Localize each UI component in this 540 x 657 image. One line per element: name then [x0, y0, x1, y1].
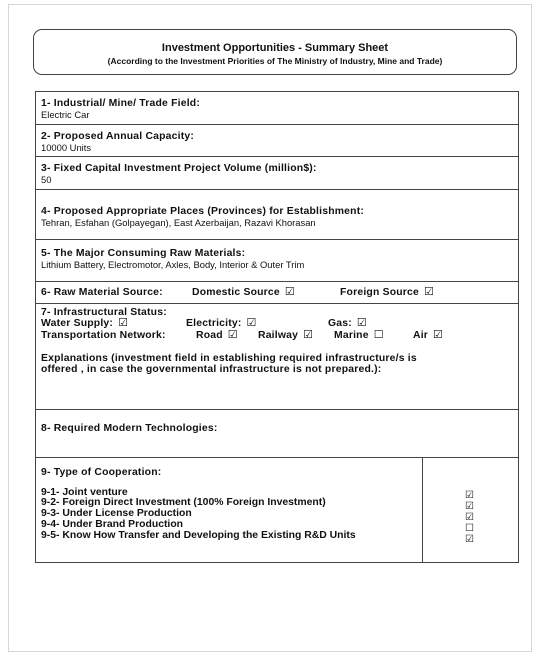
marine-checkbox[interactable]: ☐: [373, 329, 384, 341]
cooperation-item: 9-3- Under License Production: [41, 508, 192, 520]
field-capacity: [36, 125, 518, 157]
field-capital: [36, 157, 518, 190]
domestic-source-label: Domestic Source: [192, 287, 280, 298]
joint-venture-checkbox[interactable]: ☑: [465, 490, 474, 501]
field-label: 9- Type of Cooperation:: [41, 467, 162, 478]
document-page: [8, 4, 532, 652]
field-raw-materials: [36, 240, 518, 282]
cooperation-options: [36, 458, 423, 562]
explanation-line-2: offered , in case the governmental infrastructure is not prepared.):: [41, 364, 382, 375]
summary-form: [35, 91, 519, 563]
electricity-checkbox[interactable]: ☑: [246, 317, 257, 329]
air-label: Air: [413, 330, 429, 341]
railway-label: Railway: [258, 330, 299, 341]
road-checkbox[interactable]: ☑: [227, 329, 238, 341]
domestic-source: [192, 287, 295, 299]
page-title: Investment Opportunities - Summary Sheet: [161, 42, 389, 54]
foreign-source: [340, 287, 434, 299]
cooperation-item: 9-4- Under Brand Production: [41, 519, 184, 531]
air-checkbox[interactable]: ☑: [433, 329, 444, 341]
field-label: 5- The Major Consuming Raw Materials:: [41, 248, 246, 259]
page-subtitle: (According to the Investment Priorities of The Ministry of Industry, Mine and Trade): [107, 56, 443, 66]
water-supply-label: Water Supply:: [41, 318, 114, 329]
fdi-checkbox[interactable]: ☑: [465, 501, 474, 512]
field-value: Tehran, Esfahan (Golpayegan), East Azerbaijan, Razavi Khorasan: [41, 216, 316, 228]
marine-label: Marine: [334, 330, 369, 341]
cooperation-item: 9-2- Foreign Direct Investment (100% Foreign Investment): [41, 497, 326, 509]
electricity-label: Electricity:: [186, 318, 242, 329]
road: [196, 330, 238, 342]
water-supply: [41, 318, 128, 330]
water-supply-checkbox[interactable]: ☑: [118, 317, 129, 329]
field-places: [36, 190, 518, 240]
field-industrial: [36, 92, 518, 125]
license-production-checkbox[interactable]: ☑: [465, 512, 474, 523]
cooperation-checkboxes: [423, 458, 518, 562]
explanation-line-1: Explanations (investment field in establishing required infrastructure/s is: [41, 353, 417, 364]
domestic-source-checkbox[interactable]: ☑: [284, 286, 295, 298]
gas-checkbox[interactable]: ☑: [356, 317, 367, 329]
electricity: [186, 318, 257, 330]
header-box: [33, 29, 517, 75]
cooperation-item: 9-1- Joint venture: [41, 486, 128, 498]
field-value: 50: [41, 173, 52, 185]
field-infrastructure: [36, 304, 518, 410]
brand-production-checkbox[interactable]: ☐: [465, 523, 474, 534]
field-label: 2- Proposed Annual Capacity:: [41, 131, 195, 142]
gas: [328, 318, 367, 330]
field-label: 6- Raw Material Source:: [41, 287, 163, 298]
transport-label: Transportation Network:: [41, 330, 166, 341]
field-value: Electric Car: [41, 108, 90, 120]
railway-checkbox[interactable]: ☑: [303, 329, 314, 341]
field-label: 7- Infrastructural Status:: [41, 307, 167, 318]
road-label: Road: [196, 330, 223, 341]
field-value: Lithium Battery, Electromotor, Axles, Body, Interior & Outer Trim: [41, 258, 305, 270]
field-label: 3- Fixed Capital Investment Project Volume (million$):: [41, 163, 317, 174]
field-label: 4- Proposed Appropriate Places (Provinces) for Establishment:: [41, 206, 365, 217]
railway: [258, 330, 313, 342]
foreign-source-label: Foreign Source: [340, 287, 420, 298]
field-cooperation: [36, 458, 518, 562]
field-technologies: [36, 410, 518, 458]
marine: [334, 330, 384, 342]
field-label: 1- Industrial/ Mine/ Trade Field:: [41, 98, 201, 109]
gas-label: Gas:: [328, 318, 352, 329]
field-value: 10000 Units: [41, 141, 92, 153]
field-label: 8- Required Modern Technologies:: [41, 423, 218, 434]
air: [413, 330, 443, 342]
field-source: [36, 282, 518, 304]
know-how-checkbox[interactable]: ☑: [465, 534, 474, 545]
cooperation-item: 9-5- Know How Transfer and Developing the Existing R&D Units: [41, 530, 356, 542]
foreign-source-checkbox[interactable]: ☑: [424, 286, 435, 298]
